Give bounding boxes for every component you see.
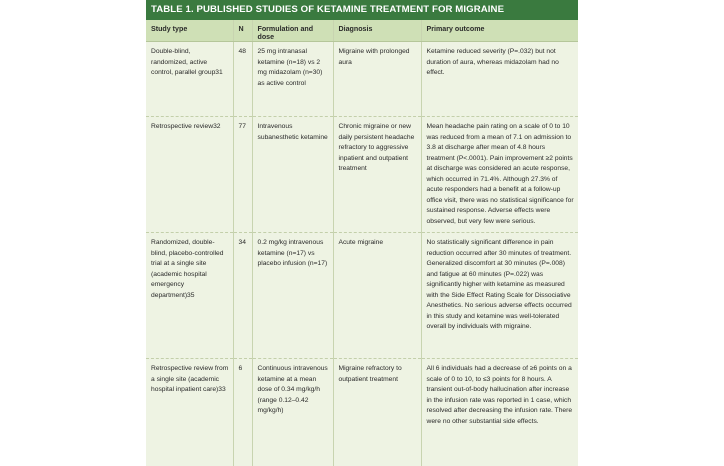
- cell-outcome: No statistically significant difference in pain reduction occurred after 30 minutes of treatment. Generalized discomfort at 30 minutes (P=.008) and fatigue at 60 minutes (P=.022) was significantly higher with ketamine as measured with the Side Effect Rating Scale for Dissociative Anesthetics. No serious adverse effects occurred in this study and ketamine was well-tolerated overall by individuals with migraine.: [421, 233, 578, 359]
- table-panel: [146, 0, 578, 466]
- cell-diagnosis: Migraine with prolonged aura: [333, 42, 421, 117]
- studies-table: [146, 20, 578, 466]
- cell-diagnosis: Migraine refractory to outpatient treatment: [333, 359, 421, 466]
- table-title: TABLE 1. PUBLISHED STUDIES OF KETAMINE TREATMENT FOR MIGRAINE: [146, 0, 578, 20]
- cell-formulation: Continuous intravenous ketamine at a mean dose of 0.34 mg/kg/h (range 0.12–0.42 mg/kg/h): [252, 359, 333, 466]
- cell-n: 48: [233, 42, 252, 117]
- cell-study-type: Retrospective review from a single site (academic hospital inpatient care)33: [146, 359, 233, 466]
- header-n: N: [233, 20, 252, 42]
- cell-n: 6: [233, 359, 252, 466]
- table-row: [146, 233, 578, 359]
- header-diagnosis: Diagnosis: [333, 20, 421, 42]
- cell-study-type: Randomized, double-blind, placebo-controlled trial at a single site (academic hospital emergency department)35: [146, 233, 233, 359]
- cell-diagnosis: Acute migraine: [333, 233, 421, 359]
- header-formulation: Formulation and dose: [252, 20, 333, 42]
- cell-formulation: 0.2 mg/kg intravenous ketamine (n=17) vs placebo infusion (n=17): [252, 233, 333, 359]
- table-row: [146, 359, 578, 466]
- cell-formulation: 25 mg intranasal ketamine (n=18) vs 2 mg midazolam (n=30) as active control: [252, 42, 333, 117]
- table-row: [146, 42, 578, 117]
- cell-outcome: All 6 individuals had a decrease of ≥6 points on a scale of 0 to 10, to ≤3 points for 8 hours. A transient out-of-body hallucination after increase in the infusion rate was reported in 1 case, which resolved after decreasing the infusion rate. There were no other substantial side effects.: [421, 359, 578, 466]
- header-outcome: Primary outcome: [421, 20, 578, 42]
- cell-n: 34: [233, 233, 252, 359]
- header-row: [146, 20, 578, 42]
- cell-study-type: Double-blind, randomized, active control, parallel group31: [146, 42, 233, 117]
- cell-outcome: Ketamine reduced severity (P=.032) but not duration of aura, whereas midazolam had no effect.: [421, 42, 578, 117]
- cell-n: 77: [233, 117, 252, 233]
- cell-outcome: Mean headache pain rating on a scale of 0 to 10 was reduced from a mean of 7.1 on admission to 3.8 at discharge after mean of 4.8 hours treatment (P<.0001). Pain improvement ≥2 points at discharge was considered an acute response, which occurred in 71.4%. Although 27.3% of acute responders had a benefit at a follow-up office visit, there was no statistical significance for sustained response. Adverse effects were observed, but very few were serious.: [421, 117, 578, 233]
- cell-diagnosis: Chronic migraine or new daily persistent headache refractory to aggressive inpatient and outpatient treatment: [333, 117, 421, 233]
- cell-formulation: Intravenous subanesthetic ketamine: [252, 117, 333, 233]
- header-study-type: Study type: [146, 20, 233, 42]
- table-row: [146, 117, 578, 233]
- cell-study-type: Retrospective review32: [146, 117, 233, 233]
